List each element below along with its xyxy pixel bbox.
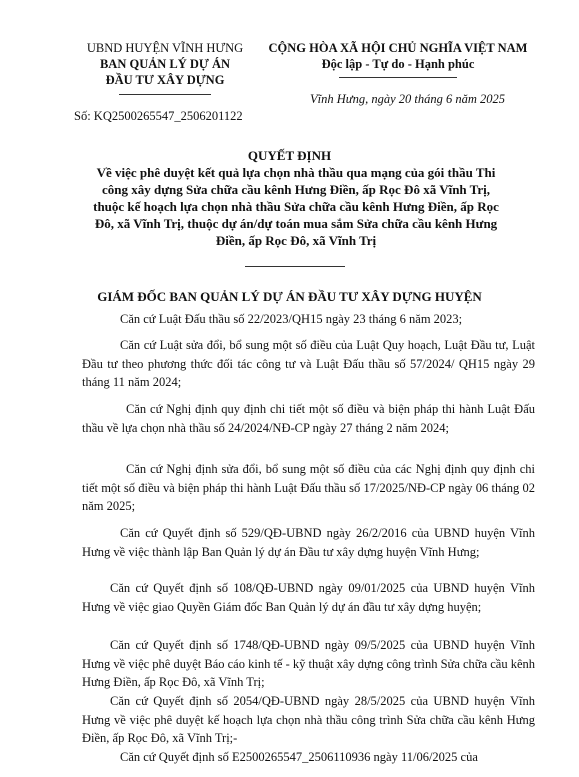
authority-heading: GIÁM ĐỐC BAN QUẢN LÝ DỰ ÁN ĐẦU TƯ XÂY DỰNG HUYỆN xyxy=(97,289,482,304)
legal-basis-4: Căn cứ Nghị định sửa đổi, bổ sung một số điều của các Nghị định quy định chi tiết một số điều và biện pháp thi hành Luật Đấu thầu số 17/2025/NĐ-CP ngày 06 tháng 02 năm 2025; xyxy=(82,462,535,513)
document-subject: Về việc phê duyệt kết quả lựa chọn nhà thầu qua mạng của gói thầu Thi công xây dựng Sửa chữa cầu kênh Hưng Điền, ấp Rọc Đô xã Vĩnh Trị, thuộc kế hoạch lựa chọn nhà thầu Sửa chữa cầu kênh Hưng Điền, ấp Rọc Đô, xã Vĩnh Trị, thuộc dự án/dự toán mua sắm Sửa chữa cầu kênh Hưng Điền, ấp Rọc Đô, xã Vĩnh Trị xyxy=(93,165,499,248)
legal-basis-2: Căn cứ Luật sửa đổi, bổ sung một số điều của Luật Quy hoạch, Luật Đầu tư, Luật Đầu tư theo phương thức đối tác công tư và Luật Đấu thầu số 57/2024/ QH15 ngày 29 tháng 11 năm 2024; xyxy=(82,338,535,389)
subject-divider xyxy=(245,266,345,267)
country-name: CỘNG HÒA XÃ HỘI CHỦ NGHĨA VIỆT NAM xyxy=(268,41,528,55)
motto: Độc lập - Tự do - Hạnh phúc xyxy=(321,57,475,71)
document-title: QUYẾT ĐỊNH xyxy=(247,148,332,163)
issuing-agency-block xyxy=(70,40,260,95)
agency-parent: UBND HUYỆN VĨNH HƯNG xyxy=(86,41,244,55)
legal-basis-3: Căn cứ Nghị định quy định chi tiết một số điều và biện pháp thi hành Luật Đấu thầu về lựa chọn nhà thầu số 24/2024/NĐ-CP ngày 27 tháng 2 năm 2024; xyxy=(82,402,535,435)
agency-name: BAN QUẢN LÝ DỰ ÁN xyxy=(99,57,231,71)
date-place: Vĩnh Hưng, ngày 20 tháng 6 năm 2025 xyxy=(310,92,506,106)
national-motto-block xyxy=(248,40,548,78)
document-number: Số: KQ2500265547_2506201122 xyxy=(74,109,243,123)
legal-basis-1: Căn cứ Luật Đấu thầu số 22/2023/QH15 ngày 23 tháng 6 năm 2023; xyxy=(120,312,463,326)
motto-divider xyxy=(339,77,457,78)
legal-basis-7: Căn cứ Quyết định số 1748/QĐ-UBND ngày 09/5/2025 của UBND huyện Vĩnh Hưng về việc phê duyệt Báo cáo kinh tế - kỹ thuật xây dựng công trình Sửa chữa cầu kênh Hưng Điền, ấp Rọc Đô, xã Vĩnh Trị; xyxy=(82,638,536,689)
legal-basis-6: Căn cứ Quyết định số 108/QĐ-UBND ngày 09/01/2025 của UBND huyện Vĩnh Hưng về việc giao Quyền Giám đốc Ban Quản lý dự án đầu tư xây dựng huyện; xyxy=(82,581,535,614)
legal-basis-5: Căn cứ Quyết định số 529/QĐ-UBND ngày 26/2/2016 của UBND huyện Vĩnh Hưng về việc thành lập Ban Quản lý dự án Đầu tư xây dựng huyện Vĩnh Hưng; xyxy=(82,526,535,559)
agency-divider xyxy=(119,94,211,95)
legal-basis-9: Căn cứ Quyết định số E2500265547_2506110936 ngày 11/06/2025 của xyxy=(120,750,478,764)
legal-basis-8: Căn cứ Quyết định số 2054/QĐ-UBND ngày 28/5/2025 của UBND huyện Vĩnh Hưng về việc phê duyệt kế hoạch lựa chọn nhà thầu công trình Sửa chữa cầu kênh Hưng Điền, ấp Rọc Đô, xã Vĩnh Trị;- xyxy=(82,694,535,745)
agency-name-2: ĐẦU TƯ XÂY DỰNG xyxy=(105,73,225,87)
